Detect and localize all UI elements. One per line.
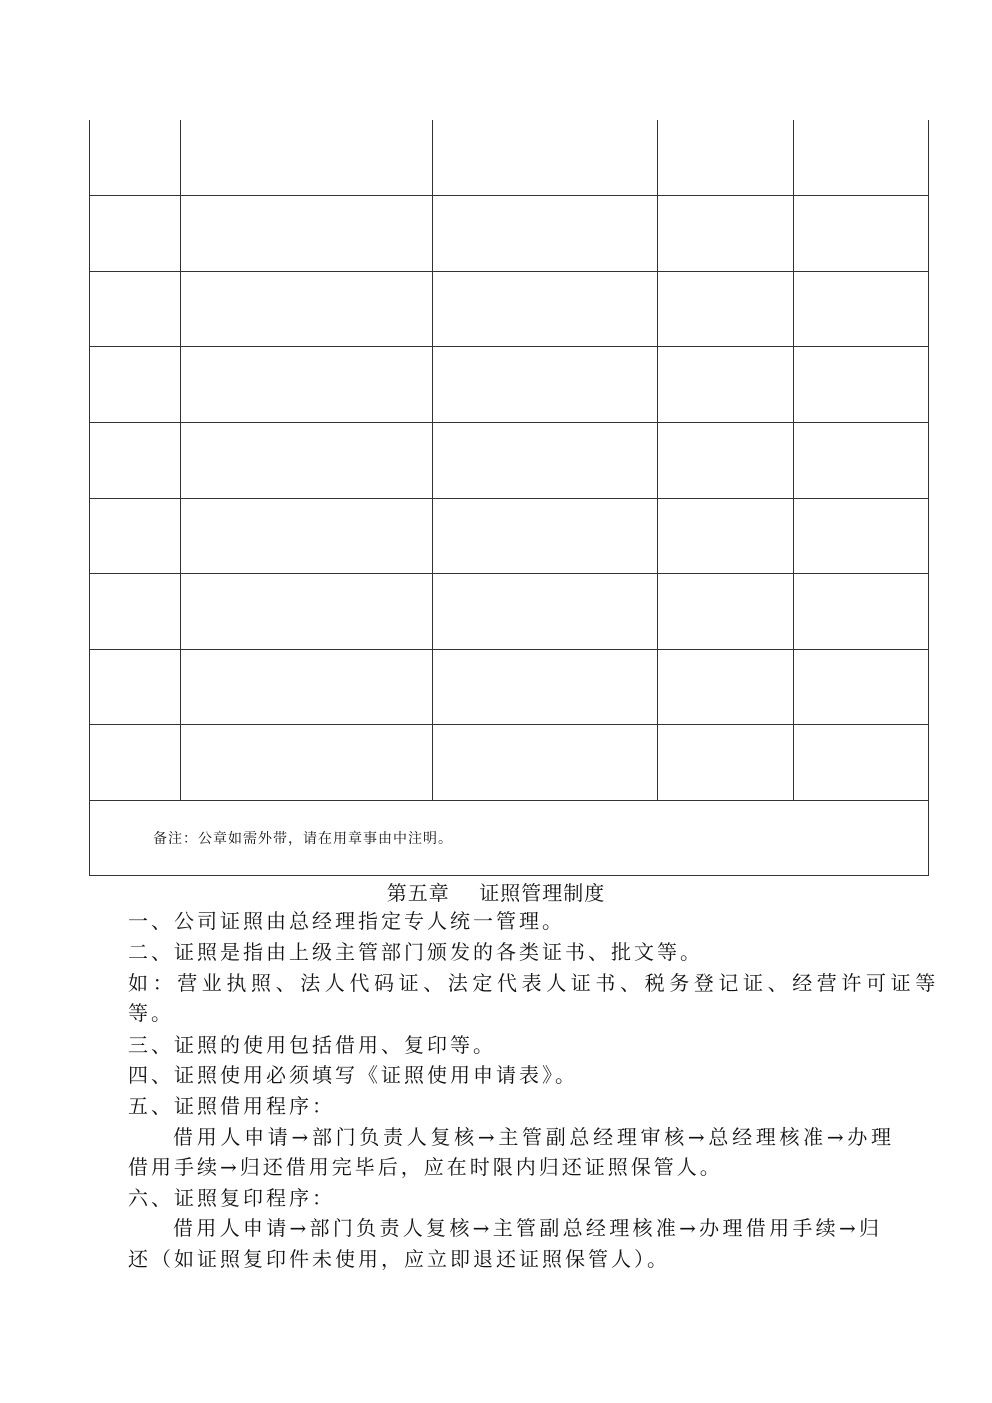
item-3: 三、证照的使用包括借用、复印等。 <box>128 1033 496 1057</box>
table-row-divider <box>89 195 929 196</box>
table-column-divider-1 <box>180 120 181 800</box>
table-note-row-divider <box>89 800 929 801</box>
table-row-divider <box>89 724 929 725</box>
item-6-flow-continued: 还（如证照复印件未使用，应立即退还证照保管人）。 <box>128 1247 670 1271</box>
table-row-divider <box>89 346 929 347</box>
item-6-flow: 借用人申请→部门负责人复核→主管副总经理核准→办理借用手续→归 <box>173 1216 883 1240</box>
table-column-divider-3 <box>657 120 658 800</box>
table-note: 备注：公章如需外带，请在用章事由中注明。 <box>153 831 453 847</box>
table-row-divider <box>89 573 929 574</box>
item-2-examples-continued: 等。 <box>128 1001 174 1025</box>
item-1: 一、公司证照由总经理指定专人统一管理。 <box>128 909 565 933</box>
seal-usage-log-table <box>89 120 929 876</box>
table-row-divider <box>89 649 929 650</box>
item-5-heading: 五、证照借用程序： <box>128 1094 335 1118</box>
table-row-divider <box>89 498 929 499</box>
item-2: 二、证照是指由上级主管部门颁发的各类证书、批文等。 <box>128 940 703 964</box>
table-row-divider <box>89 271 929 272</box>
item-5-flow: 借用人申请→部门负责人复核→主管副总经理审核→总经理核准→办理 <box>173 1125 895 1149</box>
item-5-flow-continued: 借用手续→归还借用完毕后，应在时限内归还证照保管人。 <box>128 1155 723 1179</box>
item-4: 四、证照使用必须填写《证照使用申请表》。 <box>128 1063 578 1087</box>
table-row-divider <box>89 422 929 423</box>
table-column-divider-4 <box>793 120 794 800</box>
table-column-divider-2 <box>432 120 433 800</box>
chapter-title: 第五章 证照管理制度 <box>386 881 606 905</box>
item-2-examples: 如：营业执照、法人代码证、法定代表人证书、税务登记证、经营许可证等 <box>128 971 940 995</box>
item-6-heading: 六、证照复印程序： <box>128 1186 335 1210</box>
